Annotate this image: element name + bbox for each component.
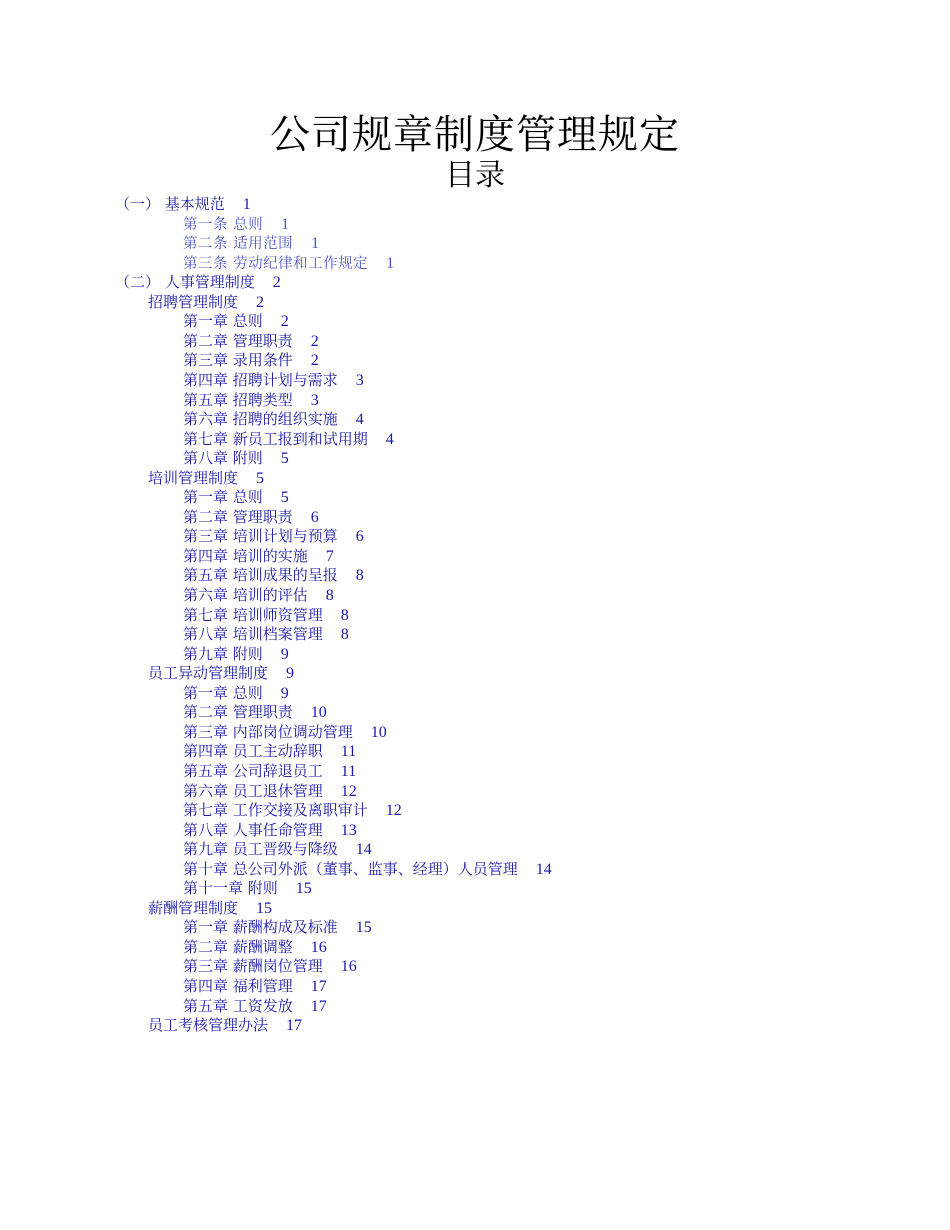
toc-entry-label: 第四章 员工主动辞职 (183, 742, 323, 761)
toc-entry-page-number: 12 (340, 782, 357, 800)
toc-entry-label: 第九章 附则 (183, 644, 263, 663)
toc-entry[interactable] (183, 527, 364, 547)
toc-entry[interactable] (183, 566, 364, 586)
toc-entry-page-number: 6 (310, 508, 319, 526)
toc-entry-label: 第七章 工作交接及离职审计 (183, 801, 368, 820)
toc-entry[interactable] (183, 351, 319, 371)
toc-entry-label: 第五章 招聘类型 (183, 390, 293, 409)
toc-entry-label: 第二章 管理职责 (183, 507, 293, 526)
toc-entry[interactable] (183, 625, 349, 645)
toc-entry[interactable] (115, 273, 281, 293)
toc-entry-label: 第一章 总则 (183, 683, 263, 702)
toc-entry-label: 第三章 录用条件 (183, 351, 293, 370)
toc-entry-page-number: 17 (310, 997, 327, 1015)
toc-entry-page-number: 4 (385, 430, 394, 448)
toc-entry-label: 第五章 公司辞退员工 (183, 761, 323, 780)
toc-entry-label: 第三章 内部岗位调动管理 (183, 722, 353, 741)
toc-entry-label: 培训管理制度 (148, 468, 239, 487)
toc-entry[interactable] (183, 840, 372, 860)
toc-entry-page-number: 10 (370, 723, 387, 741)
toc-entry[interactable] (183, 645, 289, 665)
toc-entry-label: 第一章 总则 (183, 488, 263, 507)
toc-entry[interactable] (148, 293, 264, 313)
toc-entry[interactable] (183, 586, 334, 606)
toc-entry[interactable] (183, 957, 357, 977)
toc-entry[interactable] (183, 215, 289, 235)
toc-entry[interactable] (148, 664, 294, 684)
toc-entry-page-number: 11 (340, 743, 357, 761)
toc-entry-label: 第三章 培训计划与预算 (183, 527, 338, 546)
toc-entry-page-number: 1 (386, 254, 395, 272)
toc-entry[interactable] (183, 332, 319, 352)
toc-entry-page-number: 10 (310, 704, 327, 722)
toc-entry[interactable] (183, 938, 327, 958)
toc-entry-label: 第一条 总则 (183, 216, 264, 233)
toc-entry[interactable] (183, 430, 394, 450)
toc-entry-label: 第七章 新员工报到和试用期 (183, 429, 368, 448)
toc-entry-page-number: 9 (286, 665, 295, 683)
toc-entry-page-number: 5 (280, 489, 289, 507)
toc-heading: 目录 (445, 158, 505, 193)
toc-entry[interactable] (183, 606, 349, 626)
toc-entry-label: 薪酬管理制度 (148, 898, 239, 917)
toc-entry-label: 第八章 培训档案管理 (183, 625, 323, 644)
toc-entry-page-number: 12 (385, 802, 402, 820)
toc-entry-label: （二） 人事管理制度 (115, 273, 255, 292)
toc-entry-label: 员工考核管理办法 (148, 1016, 269, 1035)
toc-entry-page-number: 15 (256, 899, 273, 917)
toc-entry-label: 第四章 福利管理 (183, 977, 293, 995)
toc-entry-label: 第四章 招聘计划与需求 (183, 370, 338, 389)
toc-entry-label: 第六章 招聘的组织实施 (183, 410, 338, 429)
toc-entry[interactable] (183, 684, 289, 704)
toc-entry-page-number: 2 (256, 293, 265, 311)
toc-entry[interactable] (183, 371, 364, 391)
toc-entry-label: 第六章 培训的评估 (183, 586, 308, 604)
toc-entry-page-number: 5 (256, 469, 265, 487)
toc-entry-page-number: 1 (281, 215, 290, 233)
toc-entry-page-number: 1 (311, 235, 320, 253)
toc-entry-label: 第十章 总公司外派（董事、监事、经理）人员管理 (183, 859, 518, 878)
toc-entry[interactable] (183, 703, 327, 723)
toc-entry-label: 第七章 培训师资管理 (183, 605, 323, 624)
toc-entry-page-number: 8 (325, 587, 334, 604)
toc-entry-label: 第二章 管理职责 (183, 703, 293, 722)
toc-entry-page-number: 17 (286, 1017, 303, 1035)
toc-entry[interactable] (183, 997, 327, 1017)
toc-entry-label: 第八章 附则 (183, 449, 263, 468)
toc-entry[interactable] (183, 254, 394, 274)
toc-entry[interactable] (183, 488, 289, 508)
toc-entry[interactable] (148, 1016, 302, 1036)
toc-entry[interactable] (183, 801, 402, 821)
toc-entry[interactable] (183, 312, 289, 332)
toc-entry-page-number: 14 (355, 841, 372, 859)
toc-entry-page-number: 5 (280, 450, 289, 468)
toc-entry[interactable] (183, 860, 552, 880)
toc-entry-label: 第一章 总则 (183, 312, 263, 331)
toc-entry[interactable] (183, 449, 289, 469)
toc-entry-page-number: 2 (272, 274, 281, 292)
toc-entry-label: 第八章 人事任命管理 (183, 820, 323, 839)
toc-entry[interactable] (183, 821, 357, 841)
toc-entry-page-number: 11 (340, 762, 357, 780)
toc-entry-page-number: 14 (535, 860, 552, 878)
toc-entry-page-number: 7 (325, 547, 334, 565)
toc-entry[interactable] (183, 391, 319, 411)
toc-entry-label: 第三条 劳动纪律和工作规定 (183, 255, 369, 272)
toc-entry-label: 第五章 工资发放 (183, 996, 293, 1015)
toc-entry-page-number: 8 (340, 606, 349, 624)
toc-entry-label: 第九章 员工晋级与降级 (183, 840, 338, 859)
toc-entry-label: 第十一章 附则 (183, 879, 278, 898)
toc-entry-label: 第六章 员工退休管理 (183, 781, 323, 800)
toc-entry[interactable] (183, 723, 387, 743)
toc-entry-label: 第二章 管理职责 (183, 331, 293, 350)
toc-entry[interactable] (183, 410, 364, 430)
toc-entry[interactable] (148, 899, 272, 919)
toc-entry-label: （一） 基本规范 (115, 195, 225, 213)
toc-entry-page-number: 16 (310, 938, 327, 956)
toc-entry-label: 招聘管理制度 (148, 292, 239, 311)
toc-entry-page-number: 15 (355, 919, 372, 937)
document-title: 公司规章制度管理规定 (270, 112, 680, 158)
toc-entry[interactable] (183, 547, 334, 567)
toc-entry-label: 第四章 培训的实施 (183, 546, 308, 565)
toc-entry-page-number: 8 (355, 567, 364, 585)
toc-entry-page-number: 2 (310, 332, 319, 350)
toc-entry-label: 第五章 培训成果的呈报 (183, 566, 338, 585)
toc-entry[interactable] (183, 762, 356, 782)
toc-entry[interactable] (183, 782, 357, 802)
toc-entry-page-number: 17 (310, 978, 327, 995)
toc-entry-page-number: 1 (242, 196, 251, 213)
toc-entry-page-number: 9 (280, 684, 289, 702)
toc-entry[interactable] (183, 742, 356, 762)
toc-entry[interactable] (183, 977, 327, 997)
toc-entry-page-number: 3 (310, 391, 319, 409)
toc-entry[interactable] (183, 879, 312, 899)
toc-entry-label: 第二条 适用范围 (183, 236, 294, 253)
toc-entry-page-number: 2 (310, 352, 319, 370)
toc-entry[interactable] (148, 469, 264, 489)
toc-entry-page-number: 8 (340, 626, 349, 644)
toc-entry-label: 员工异动管理制度 (148, 664, 269, 683)
toc-entry-page-number: 4 (355, 411, 364, 429)
toc-entry-page-number: 13 (340, 821, 357, 839)
toc-entry-label: 第一章 薪酬构成及标准 (183, 918, 338, 937)
toc-entry-page-number: 2 (280, 313, 289, 331)
toc-entry[interactable] (183, 234, 319, 254)
toc-entry-page-number: 9 (280, 645, 289, 663)
toc-entry-page-number: 6 (355, 528, 364, 546)
toc-entry-page-number: 16 (340, 958, 357, 976)
toc-entry-label: 第三章 薪酬岗位管理 (183, 957, 323, 976)
toc-entry-label: 第二章 薪酬调整 (183, 937, 293, 956)
toc-entry-page-number: 15 (295, 880, 312, 898)
toc-entry[interactable] (115, 195, 251, 215)
toc-entry[interactable] (183, 508, 319, 528)
toc-entry[interactable] (183, 918, 372, 938)
toc-entry-page-number: 3 (355, 371, 364, 389)
